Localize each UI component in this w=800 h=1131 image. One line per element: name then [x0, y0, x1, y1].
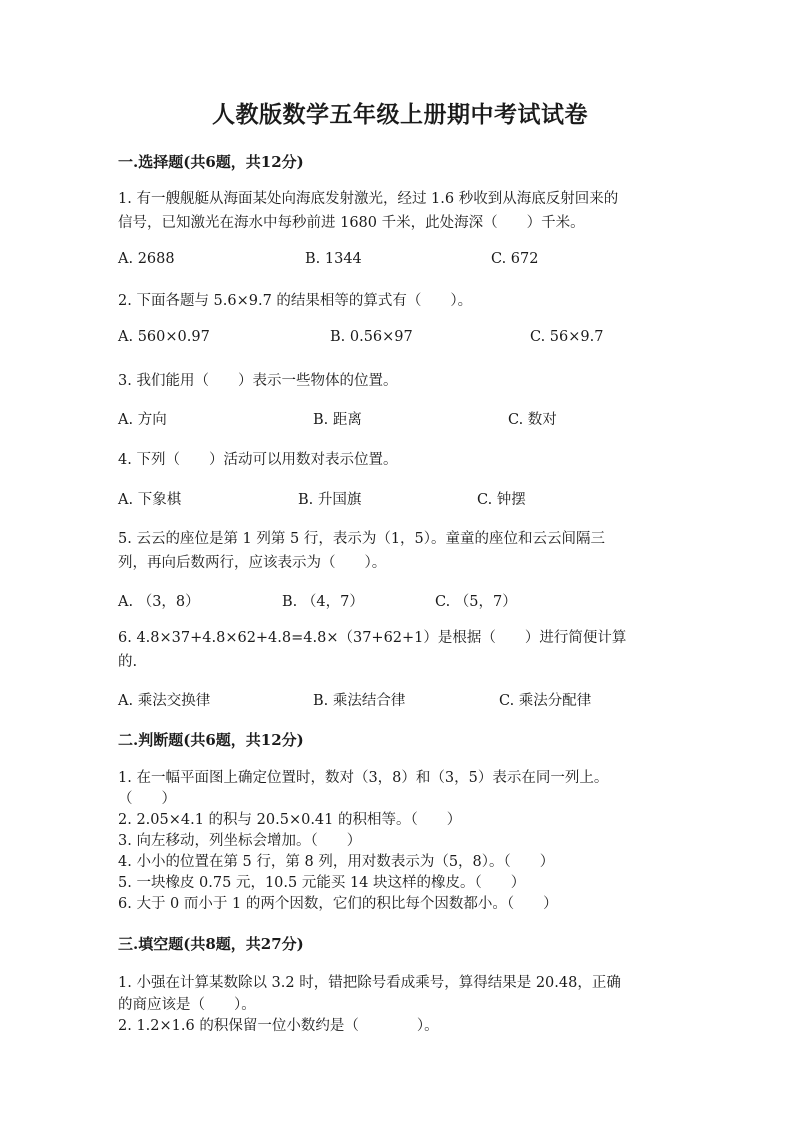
option-b[interactable]: B. 升国旗 — [298, 492, 362, 508]
question-text: 1. 在一幅平面图上确定位置时，数对（3，8）和（3，5）表示在同一列上。 — [118, 770, 609, 786]
question-text: 5. 云云的座位是第 1 列第 5 行，表示为（1，5）。童童的座位和云云间隔三 — [118, 531, 606, 547]
question-text: 4. 小小的位置在第 5 行，第 8 列，用对数表示为（5，8）。（ ） — [118, 854, 555, 870]
option-b[interactable]: B. 0.56×97 — [330, 329, 413, 345]
option-c[interactable]: C. 乘法分配律 — [499, 693, 592, 709]
question-text: 的. — [118, 654, 138, 670]
question-text: 的商应该是（ ）。 — [118, 997, 256, 1013]
question-text: 列，再向后数两行，应该表示为（ ）。 — [118, 555, 387, 571]
option-a[interactable]: A. 2688 — [118, 251, 175, 267]
option-c[interactable]: C. （5，7） — [435, 594, 517, 610]
option-b[interactable]: B. （4，7） — [282, 594, 364, 610]
option-b[interactable]: B. 距离 — [313, 412, 362, 428]
option-c[interactable]: C. 钟摆 — [477, 492, 526, 508]
section-heading-choice: 一.选择题(共6题，共12分) — [118, 153, 304, 171]
question-text: 信号，已知激光在海水中每秒前进 1680 千米，此处海深（ ）千米。 — [118, 215, 585, 231]
question-text: 6. 4.8×37+4.8×62+4.8=4.8×（37+62+1）是根据（ ）进行简便计算 — [118, 630, 627, 646]
question-text: 6. 大于 0 而小于 1 的两个因数，它们的积比每个因数都小。（ ） — [118, 896, 558, 912]
question-text: 1. 小强在计算某数除以 3.2 时，错把除号看成乘号，算得结果是 20.48，正确 — [118, 975, 621, 991]
option-a[interactable]: A. 乘法交换律 — [118, 693, 211, 709]
question-text: 4. 下列（ ）活动可以用数对表示位置。 — [118, 452, 398, 468]
option-a[interactable]: A. （3，8） — [118, 594, 200, 610]
question-text: 1. 有一艘舰艇从海面某处向海底发射激光，经过 1.6 秒收到从海底反射回来的 — [118, 191, 619, 207]
question-text: 3. 向左移动，列坐标会增加。（ ） — [118, 833, 362, 849]
option-b[interactable]: B. 乘法结合律 — [313, 693, 406, 709]
option-c[interactable]: C. 672 — [491, 251, 539, 267]
option-a[interactable]: A. 方向 — [118, 412, 167, 428]
answer-blank[interactable]: （ ） — [118, 791, 176, 807]
option-b[interactable]: B. 1344 — [305, 251, 362, 267]
option-c[interactable]: C. 数对 — [508, 412, 557, 428]
question-text: 2. 1.2×1.6 的积保留一位小数约是（ ）。 — [118, 1018, 439, 1034]
option-a[interactable]: A. 下象棋 — [118, 492, 182, 508]
section-heading-fill: 三.填空题(共8题，共27分) — [118, 935, 304, 953]
question-text: 2. 下面各题与 5.6×9.7 的结果相等的算式有（ ）。 — [118, 293, 473, 309]
option-a[interactable]: A. 560×0.97 — [118, 329, 210, 345]
question-text: 2. 2.05×4.1 的积与 20.5×0.41 的积相等。（ ） — [118, 812, 462, 828]
question-text: 5. 一块橡皮 0.75 元，10.5 元能买 14 块这样的橡皮。（ ） — [118, 875, 526, 891]
option-c[interactable]: C. 56×9.7 — [530, 329, 604, 345]
section-heading-judgment: 二.判断题(共6题，共12分) — [118, 731, 304, 749]
question-text: 3. 我们能用（ ）表示一些物体的位置。 — [118, 373, 398, 389]
page-title: 人教版数学五年级上册期中考试试卷 — [212, 101, 588, 128]
